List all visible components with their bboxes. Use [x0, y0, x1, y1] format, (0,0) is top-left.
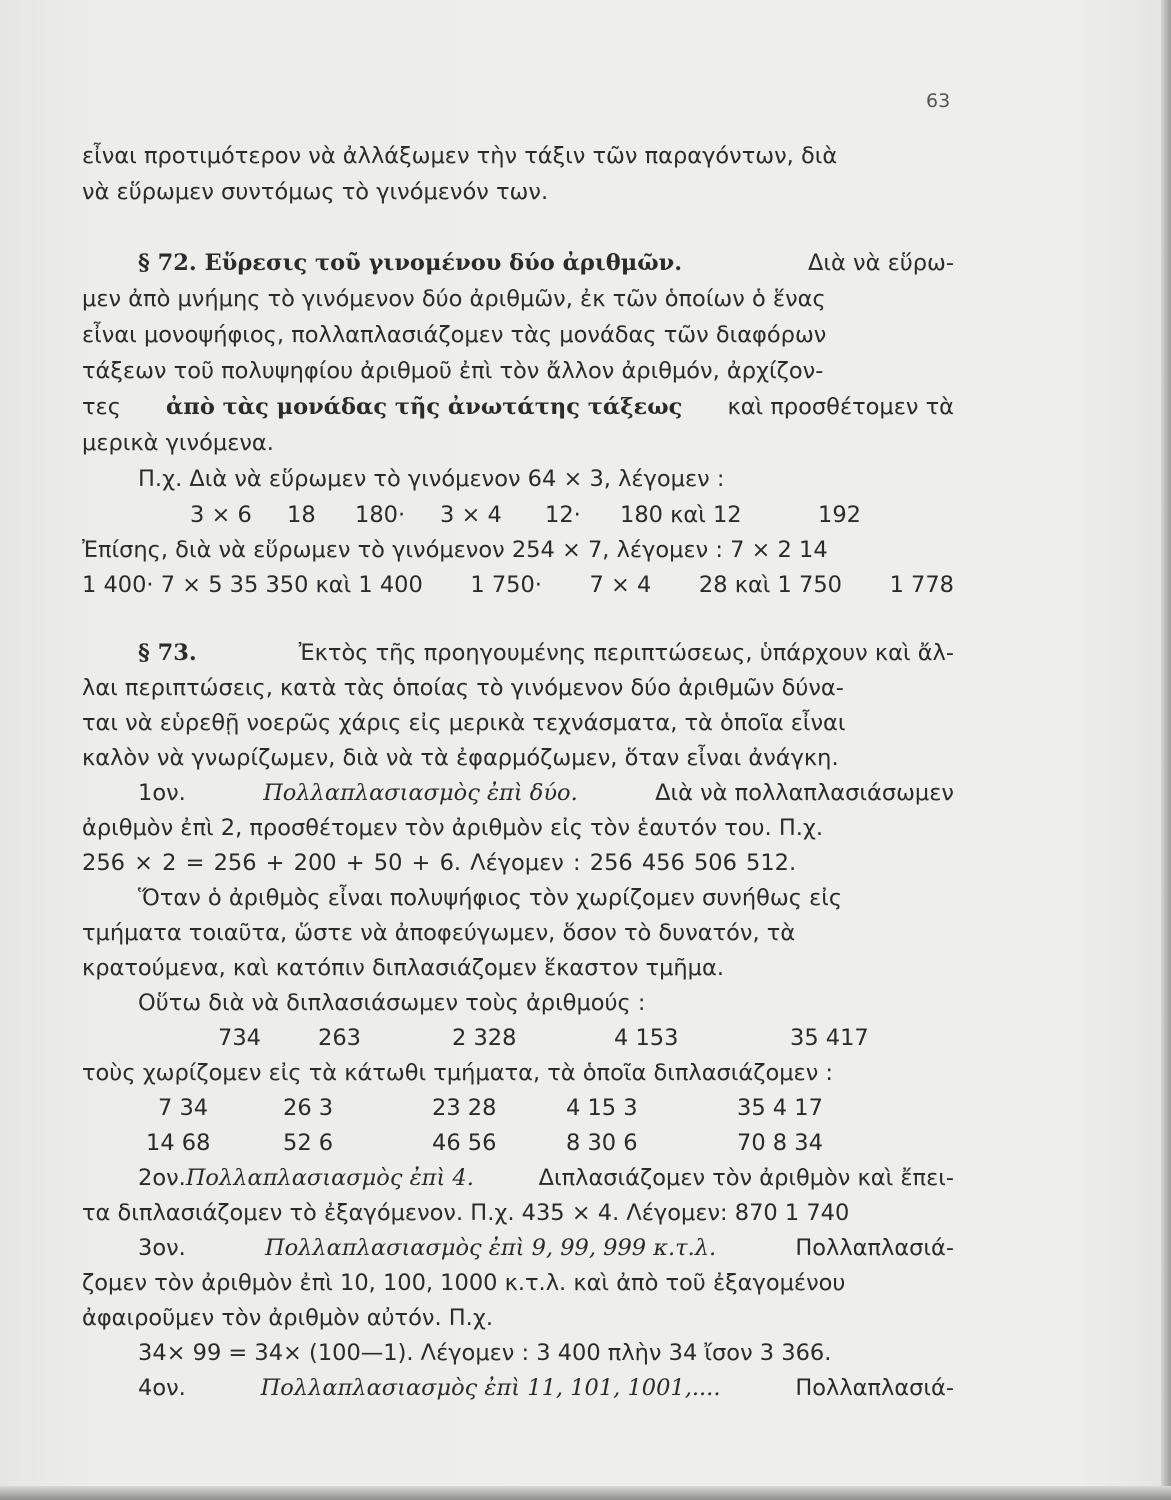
doubled-cell: 46 56 — [432, 1130, 497, 1156]
page-number: 63 — [926, 90, 951, 112]
doubled-cell: 14 68 — [146, 1130, 211, 1156]
case-3-title: Πολλαπλασιασμὸς ἐπὶ 9, 99, 999 κ.τ.λ. — [264, 1235, 717, 1261]
text-line: τάξεων τοῦ πολυψηφίου ἀριθμοῦ ἐπὶ τὸν ἄλλον ἀριθμόν, ἀρχίζον- — [82, 358, 824, 384]
split-cell: 4 15 3 — [566, 1095, 638, 1121]
text-line: τμήματα τοιαῦτα, ὥστε νὰ ἀποφεύγωμεν, ὅσον τὸ δυνατόν, τὰ — [82, 920, 796, 946]
split-cell: 26 3 — [283, 1095, 334, 1121]
text-line: Ἐπίσης, διὰ νὰ εὕρωμεν τὸ γινόμενον 254 × 7, λέγομεν : 7 × 2 14 — [82, 537, 828, 563]
text-line: ται νὰ εὑρεθῇ νοερῶς χάρις εἰς μερικὰ τεχνάσματα, τὰ ὁποῖα εἶναι — [82, 710, 846, 736]
example-value: 12· — [545, 502, 581, 528]
example-line: 1 400· 7 × 5 35 350 καὶ 1 400 1 750· 7 × 4 28 καὶ 1 750 1 778 — [82, 572, 954, 598]
number-cell: 2 328 — [452, 1025, 517, 1051]
text-line: καλὸν νὰ γνωρίζωμεν, διὰ νὰ τὰ ἐφαρμόζωμεν, ὅταν εἶναι ἀνάγκη. — [82, 745, 839, 771]
number-cell: 734 — [218, 1025, 261, 1051]
split-cell: 35 4 17 — [737, 1095, 823, 1121]
text-line: Οὕτω διὰ νὰ διπλασιάσωμεν τοὺς ἀριθμούς : — [138, 990, 646, 1016]
section-72-heading-line: § 72. Εὕρεσις τοῦ γινομένου δύο ἀριθμῶν. Διὰ νὰ εὕρω- — [138, 246, 954, 280]
doubled-cell: 52 6 — [283, 1130, 334, 1156]
page-edge-shadow — [1161, 0, 1171, 1500]
example-value: 180· — [355, 502, 406, 528]
text-line: μεν ἀπὸ μνήμης τὸ γινόμενον δύο ἀριθμῶν, ἐκ τῶν ὁποίων ὁ ἕνας — [82, 286, 826, 312]
doubled-cell: 8 30 6 — [566, 1130, 638, 1156]
number-cell: 35 417 — [790, 1025, 869, 1051]
text-line: λαι περιπτώσεις, κατὰ τὰς ὁποίας τὸ γινόμενον δύο ἀριθμῶν δύνα- — [82, 675, 844, 701]
case-1-line: 1ον. Πολλαπλασιασμὸς ἐπὶ δύο. Διὰ νὰ πολλαπλασιάσωμεν — [138, 776, 954, 810]
page-edge-shadow — [0, 1486, 1171, 1500]
text-line: κρατούμενα, καὶ κατόπιν διπλασιάζομεν ἕκαστον τμῆμα. — [82, 955, 724, 981]
bold-phrase: ἀπὸ τὰς μονάδας τῆς ἀνωτάτης τάξεως — [166, 394, 683, 420]
section-72-heading: § 72. Εὕρεσις τοῦ γινομένου δύο ἀριθμῶν. — [138, 250, 683, 276]
split-cell: 23 28 — [432, 1095, 497, 1121]
text-line: τα διπλασιάζομεν τὸ ἐξαγόμενον. Π.χ. 435 × 4. Λέγομεν: 870 1 740 — [82, 1200, 850, 1226]
case-4-line: 4ον. Πολλαπλασιασμὸς ἐπὶ 11, 101, 1001,.... Πολλαπλασιά- — [138, 1371, 954, 1405]
example-value: 3 × 6 — [190, 502, 252, 528]
text-line: τοὺς χωρίζομεν εἰς τὰ κάτωθι τμήματα, τὰ ὁποῖα διπλασιάζομεν : — [82, 1060, 834, 1086]
text-line: εἶναι μονοψήφιος, πολλαπλασιάζομεν τὰς μονάδας τῶν διαφόρων — [82, 322, 827, 348]
number-cell: 4 153 — [614, 1025, 679, 1051]
text-line: τες ἀπὸ τὰς μονάδας τῆς ἀνωτάτης τάξεως καὶ προσθέτομεν τὰ — [82, 390, 954, 424]
section-73-heading: § 73. — [138, 640, 197, 666]
section-73-heading-line: § 73. Ἐκτὸς τῆς προηγουμένης περιπτώσεως, ὑπάρχουν καὶ ἄλ- — [138, 636, 954, 670]
case-2-line: 2ον.Πολλαπλασιασμὸς ἐπὶ 4. Διπλασιάζομεν τὸν ἀριθμὸν καὶ ἔπει- — [138, 1165, 954, 1191]
example-value: 180 καὶ 12 — [620, 502, 742, 528]
text-line: ἀριθμὸν ἐπὶ 2, προσθέτομεν τὸν ἀριθμὸν εἰς τὸν ἑαυτόν του. Π.χ. — [82, 815, 824, 841]
case-4-title: Πολλαπλασιασμὸς ἐπὶ 11, 101, 1001,.... — [260, 1375, 721, 1401]
example-line: 34× 99 = 34× (100—1). Λέγομεν : 3 400 πλὴν 34 ἴσον 3 366. — [138, 1340, 832, 1366]
case-2-title: Πολλαπλασιασμὸς ἐπὶ 4. — [185, 1165, 474, 1191]
text-line: ζομεν τὸν ἀριθμὸν ἐπὶ 10, 100, 1000 κ.τ.λ. καὶ ἀπὸ τοῦ ἐξαγομένου — [82, 1270, 846, 1296]
example-value: 18 — [287, 502, 316, 528]
case-1-title: Πολλαπλασιασμὸς ἐπὶ δύο. — [263, 780, 578, 806]
example-line: 256 × 2 = 256 + 200 + 50 + 6. Λέγομεν : 256 456 506 512. — [82, 850, 797, 876]
example-line: Π.χ. Διὰ νὰ εὕρωμεν τὸ γινόμενον 64 × 3, λέγομεν : — [138, 466, 725, 492]
split-cell: 7 34 — [158, 1095, 209, 1121]
example-value: 192 — [818, 502, 861, 528]
case-3-line: 3ον. Πολλαπλασιασμὸς ἐπὶ 9, 99, 999 κ.τ.λ. Πολλαπλασιά- — [138, 1231, 954, 1265]
example-value: 3 × 4 — [440, 502, 502, 528]
text-line: μερικὰ γινόμενα. — [82, 430, 274, 456]
number-cell: 263 — [318, 1025, 361, 1051]
text-line: νὰ εὕρωμεν συντόμως τὸ γινόμενόν των. — [82, 179, 549, 205]
text-line: εἶναι προτιμότερον νὰ ἀλλάξωμεν τὴν τάξιν τῶν παραγόντων, διὰ — [82, 143, 838, 169]
doubled-cell: 70 8 34 — [737, 1130, 823, 1156]
text-line: ἀφαιροῦμεν τὸν ἀριθμὸν αὐτόν. Π.χ. — [82, 1305, 493, 1331]
text-line: Ὅταν ὁ ἀριθμὸς εἶναι πολυψήφιος τὸν χωρίζομεν συνήθως εἰς — [138, 885, 843, 911]
